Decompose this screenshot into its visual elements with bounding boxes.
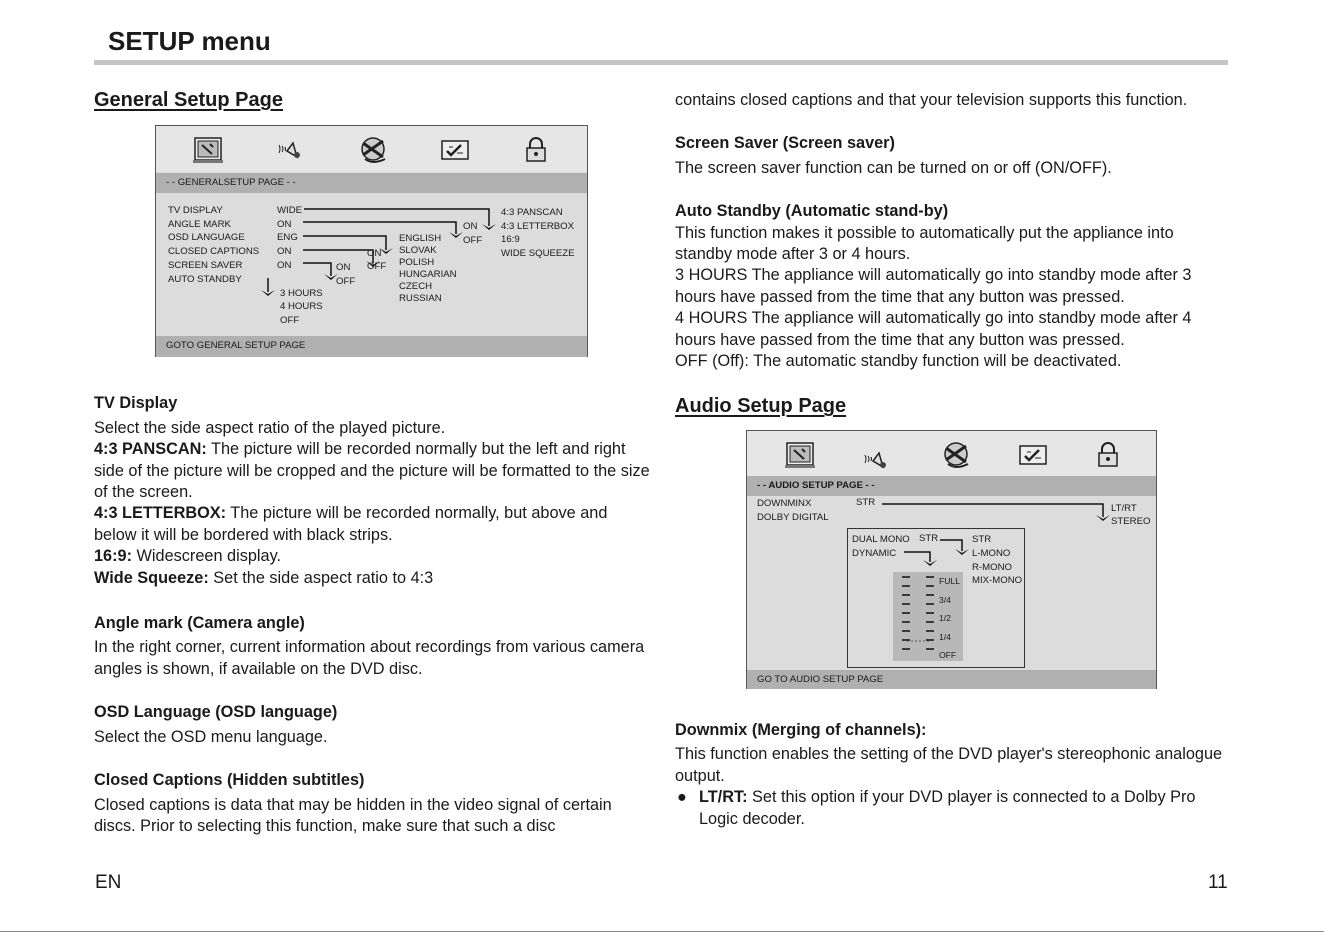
letterbox-paragraph: 4:3 LETTERBOX: The picture will be recorded normally, but above and below it will be bordered with black strips. xyxy=(94,504,608,544)
general-screen-footer[interactable]: GOTO GENERAL SETUP PAGE xyxy=(156,336,587,357)
dynamic-level-labels xyxy=(939,572,960,665)
menu-item-dynamic[interactable]: DYNAMIC xyxy=(852,547,897,559)
level-full[interactable]: FULL xyxy=(939,576,961,586)
menu-item-screen-saver[interactable]: SCREEN SAVER xyxy=(168,259,243,271)
downmix-text: This function enables the setting of the DVD player's stereophonic analogue output. xyxy=(675,745,1223,785)
audio-screen-footer[interactable]: GO TO AUDIO SETUP PAGE xyxy=(747,670,1156,689)
menu-item-dual-mono[interactable]: DUAL MONO xyxy=(852,534,910,545)
option-saver-off[interactable]: OFF xyxy=(336,275,356,287)
tv-display-intro: Select the side aspect ratio of the played picture. xyxy=(94,418,446,437)
option-str[interactable]: STR xyxy=(972,534,992,545)
auto-standby-options xyxy=(280,287,323,327)
menu-item-downmix[interactable]: DOWNMINX xyxy=(757,498,812,509)
option-l-mono[interactable]: L-MONO xyxy=(972,547,1011,559)
general-setup-screen xyxy=(155,125,588,357)
option-polish[interactable]: POLISH xyxy=(399,257,435,268)
general-menu-items xyxy=(168,204,259,286)
title-divider xyxy=(94,60,1228,65)
auto-standby-text-1: This function makes it possible to automatically put the appliance into standby mode after 3 or 4 hours. xyxy=(675,223,1174,264)
option-mix-mono[interactable]: MIX-MONO xyxy=(972,575,1023,587)
angle-mark-text: In the right corner, current information about recordings from various camera angles is shown, if available on the DVD disc. xyxy=(94,638,645,678)
option-lt-rt[interactable]: LT/RT xyxy=(1111,503,1137,514)
option-wide-squeeze[interactable]: WIDE SQUEEZE xyxy=(501,248,575,260)
page-number: 11 xyxy=(1208,872,1228,893)
value-screen-saver: ON xyxy=(277,259,292,271)
dolby-sub-items xyxy=(852,533,910,560)
dual-mono-options xyxy=(972,533,1022,588)
option-cc-on[interactable]: ON xyxy=(367,248,382,259)
menu-item-angle-mark[interactable]: ANGLE MARK xyxy=(168,218,231,230)
panscan-paragraph: 4:3 PANSCAN: The picture will be recorded normally but the left and right side of the picture will be cropped and the picture will be formatted to the size of the screen. xyxy=(94,440,650,502)
value-dual-mono: STR xyxy=(919,533,939,544)
closed-captions-continued: contains closed captions and that your television supports this function. xyxy=(675,91,1188,109)
general-screen-header: - - GENERALSETUP PAGE - - xyxy=(156,173,587,193)
option-3-hours[interactable]: 3 HOURS xyxy=(280,288,323,299)
auto-standby-text-2: 3 HOURS The appliance will automatically go into standby mode after 3 hours have passed from the time that any button was pressed. xyxy=(675,266,1192,306)
option-angle-off[interactable]: OFF xyxy=(463,234,483,246)
ltrt-text: LT/RT: Set this option if your DVD player is connected to a Dolby Pro Logic decoder. xyxy=(699,788,1196,828)
level-1-4[interactable]: 1/4 xyxy=(939,631,951,642)
audio-menu-items xyxy=(757,497,829,524)
option-english[interactable]: ENGLISH xyxy=(399,233,442,244)
menu-item-auto-standby[interactable]: AUTO STANDBY xyxy=(168,273,242,285)
level-off[interactable]: OFF xyxy=(939,650,957,660)
level-1-2[interactable]: 1/2 xyxy=(939,613,951,623)
value-osd-language: ENG xyxy=(277,232,298,244)
option-standby-off[interactable]: OFF xyxy=(280,314,300,326)
menu-item-dolby-digital[interactable]: DOLBY DIGITAL xyxy=(757,511,829,523)
value-angle-mark: ON xyxy=(277,218,292,230)
option-angle-on[interactable]: ON xyxy=(463,221,478,232)
option-hungarian[interactable]: HUNGARIAN xyxy=(399,269,457,280)
level-3-4[interactable]: 3/4 xyxy=(939,594,951,605)
screen-saver-options xyxy=(336,261,355,288)
closed-captions-heading: Closed Captions (Hidden subtitles) xyxy=(94,771,365,790)
value-tv-display: WIDE xyxy=(277,205,303,216)
osd-language-heading: OSD Language (OSD language) xyxy=(94,703,338,722)
downmix-heading: Downmix (Merging of channels): xyxy=(675,720,927,739)
page-title: SETUP menu xyxy=(108,26,271,56)
angle-mark-options xyxy=(463,220,482,247)
option-saver-on[interactable]: ON xyxy=(336,262,351,273)
audio-screen-header: - - AUDIO SETUP PAGE - - xyxy=(747,476,1156,496)
menu-item-tv-display[interactable]: TV DISPLAY xyxy=(168,205,223,216)
angle-mark-heading: Angle mark (Camera angle) xyxy=(94,614,305,633)
option-russian[interactable]: RUSSIAN xyxy=(399,293,442,304)
wide-squeeze-paragraph: Wide Squeeze: Set the side aspect ratio to 4:3 xyxy=(94,568,434,587)
tv-display-heading: TV Display xyxy=(94,394,178,413)
value-closed-captions: ON xyxy=(277,246,292,258)
option-letterbox[interactable]: 4:3 LETTERBOX xyxy=(501,220,575,232)
bottom-divider xyxy=(0,931,1324,932)
tv-display-options xyxy=(501,206,575,261)
screen-saver-heading: Screen Saver (Screen saver) xyxy=(675,134,895,153)
language-options xyxy=(399,233,457,305)
osd-language-text: Select the OSD menu language. xyxy=(94,727,328,746)
option-slovak[interactable]: SLOVAK xyxy=(399,245,437,256)
language-code: EN xyxy=(95,872,122,893)
auto-standby-heading: Auto Standby (Automatic stand-by) xyxy=(675,202,949,221)
auto-standby-text-4: OFF (Off): The automatic standby function will be deactivated. xyxy=(675,352,1122,371)
option-stereo[interactable]: STEREO xyxy=(1111,516,1151,527)
screen-saver-text: The screen saver function can be turned on or off (ON/OFF). xyxy=(675,158,1112,177)
option-panscan[interactable]: 4:3 PANSCAN xyxy=(501,207,563,218)
general-menu-values xyxy=(277,204,302,273)
menu-item-osd-language[interactable]: OSD LANGUAGE xyxy=(168,232,245,244)
option-16-9[interactable]: 16:9 xyxy=(501,234,520,246)
option-r-mono[interactable]: R-MONO xyxy=(972,561,1012,573)
auto-standby-text-3: 4 HOURS The appliance will automatically go into standby mode after 4 hours have passed from the time that any button was pressed. xyxy=(675,309,1192,349)
audio-setup-screen xyxy=(746,430,1157,689)
option-cc-off[interactable]: OFF xyxy=(367,261,387,272)
downmix-options xyxy=(1111,502,1150,528)
closed-captions-text: Closed captions is data that may be hidden in the video signal of certain discs. Prior to selecting this function, make sure that such a disc xyxy=(94,795,612,835)
bullet-icon: ● xyxy=(677,788,687,807)
option-czech[interactable]: CZECH xyxy=(399,281,433,292)
general-setup-heading: General Setup Page xyxy=(94,89,283,111)
closed-captions-options xyxy=(367,247,381,261)
audio-setup-heading: Audio Setup Page xyxy=(675,395,847,418)
ltrt-bullet-item xyxy=(675,787,1235,830)
widescreen-paragraph: 16:9: Widescreen display. xyxy=(94,547,282,566)
option-4-hours[interactable]: 4 HOURS xyxy=(280,301,323,313)
menu-item-closed-captions[interactable]: CLOSED CAPTIONS xyxy=(168,246,260,258)
value-downmix: STR xyxy=(856,497,876,508)
